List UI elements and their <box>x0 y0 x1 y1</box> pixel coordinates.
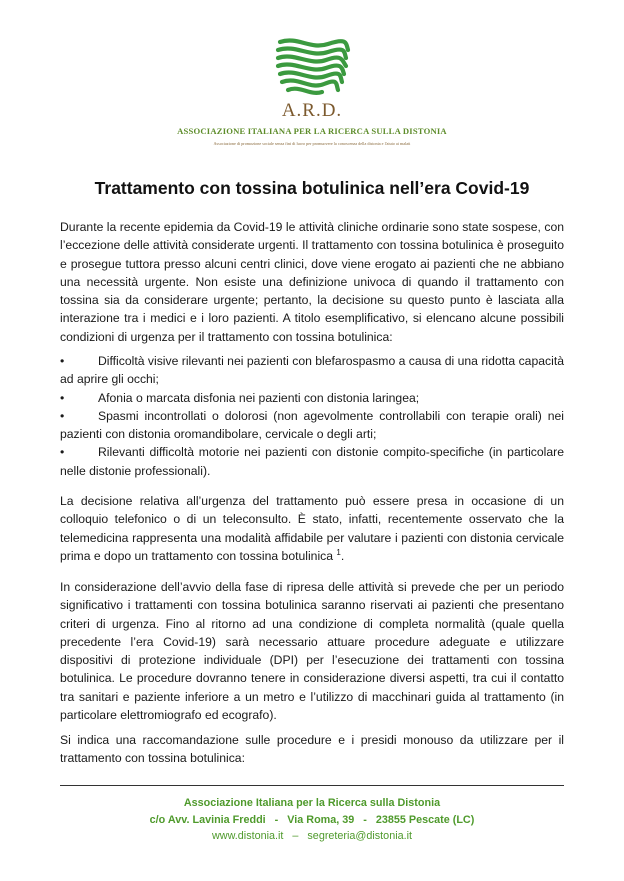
footer-divider <box>60 785 564 786</box>
bullet-icon: • <box>60 354 65 368</box>
list-item-text: Rilevanti difficoltà motorie nei pazienti con distonie compito-specifiche (in particolare nelle distonie professionali). <box>60 445 564 478</box>
org-acronym: A.R.D. <box>281 100 343 121</box>
paragraph-telemedicine <box>60 492 564 565</box>
list-item-text: Difficoltà visive rilevanti nei pazienti con blefarospasmo a causa di una ridotta capacità ad aprire gli occhi; <box>60 354 564 387</box>
ard-logo <box>274 36 352 98</box>
urgency-list <box>60 352 564 480</box>
list-item <box>60 407 564 444</box>
org-subtitle: Associazione di promozione sociale senza fini di lucro per promuovere la conoscenza della distonia e l'aiuto ai malati <box>213 141 411 146</box>
org-name: ASSOCIAZIONE ITALIANA PER LA RICERCA SULLA DISTONIA <box>177 126 447 136</box>
footer-contacts: www.distonia.it – segreteria@distonia.it <box>212 830 412 842</box>
list-item-text: Spasmi incontrollati o dolorosi (non agevolmente controllabili con terapie orali) nei pazienti con distonia oromandibolare, cervicale o degli arti; <box>60 408 564 442</box>
paragraph-text: Durante la recente epidemia da Covid-19 le attività cliniche ordinarie sono state sospese, con l’eccezione delle attività considerate urgenti. Il trattamento con tossina botulinica è proseguito e prosegue tuttora presso alcuni centri clinici, dove viene erogato ai pazienti che ne abbiano una necessità urgente. Non esiste una definizione univoca di quando il trattamento con tossina sia da considerare urgente; pertanto, la decisione su questo punto è lasciata alla interazione tra i medici e i loro pazienti. A titolo esemplificativo, si elencano alcune possibili condizioni di urgenza per il trattamento con tossina botulinica: <box>60 220 564 344</box>
list-item-text: Afonia o marcata disfonia nei pazienti con distonia laringea; <box>98 390 420 405</box>
footer-address: c/o Avv. Lavinia Freddi - Via Roma, 39 - 23855 Pescate (LC) <box>149 814 475 826</box>
footer-org-name: Associazione Italiana per la Ricerca sulla Distonia <box>183 797 441 809</box>
paragraph-procedures <box>60 578 564 724</box>
footnote-marker: 1 <box>336 547 341 557</box>
bullet-icon: • <box>60 445 65 460</box>
paragraph-text: Si indica una raccomandazione sulle procedure e i presidi monouso da utilizzare per il trattamento con tossina botulinica: <box>60 733 564 766</box>
paragraph-text: In considerazione dell’avvio della fase di ripresa delle attività si prevede che per un periodo significativo i trattamenti con tossina botulinica saranno riservati ai pazienti che presentano criteri di urgenza. Fino al ritorno ad una condizione di completa normalità (quale quella precedente l’era Covid-19) sarà necessario attuare procedure adeguate e utilizzare dispositivi di protezione individuale (DPI) per l’esecuzione dei trattamenti con tossina botulinica. Le procedure dovranno tenere in considerazione diversi aspetti, tra cui il contatto tra sanitari e paziente inferiore a un metro e l’utilizzo di macchinari guida al trattamento (in particolare elettromiografo ed ecografo). <box>60 580 564 723</box>
document-title: Trattamento con tossina botulinica nell’era Covid-19 <box>94 178 530 198</box>
paragraph-recommendation <box>60 731 564 768</box>
bullet-icon: • <box>60 408 65 423</box>
list-item <box>60 389 564 407</box>
list-item <box>60 352 564 389</box>
list-item <box>60 443 564 480</box>
bullet-icon: • <box>60 390 65 405</box>
paragraph-text: La decisione relativa all’urgenza del trattamento può essere presa in occasione di un colloquio telefonico o di un teleconsulto. È stato, infatti, recentemente osservato che la telemedicina rappresenta una modalità affidabile per valutare i pazienti con distonia cervicale prima e dopo un trattamento con tossina botulinica $^1$. <box>60 494 564 563</box>
paragraph-intro <box>60 218 564 346</box>
